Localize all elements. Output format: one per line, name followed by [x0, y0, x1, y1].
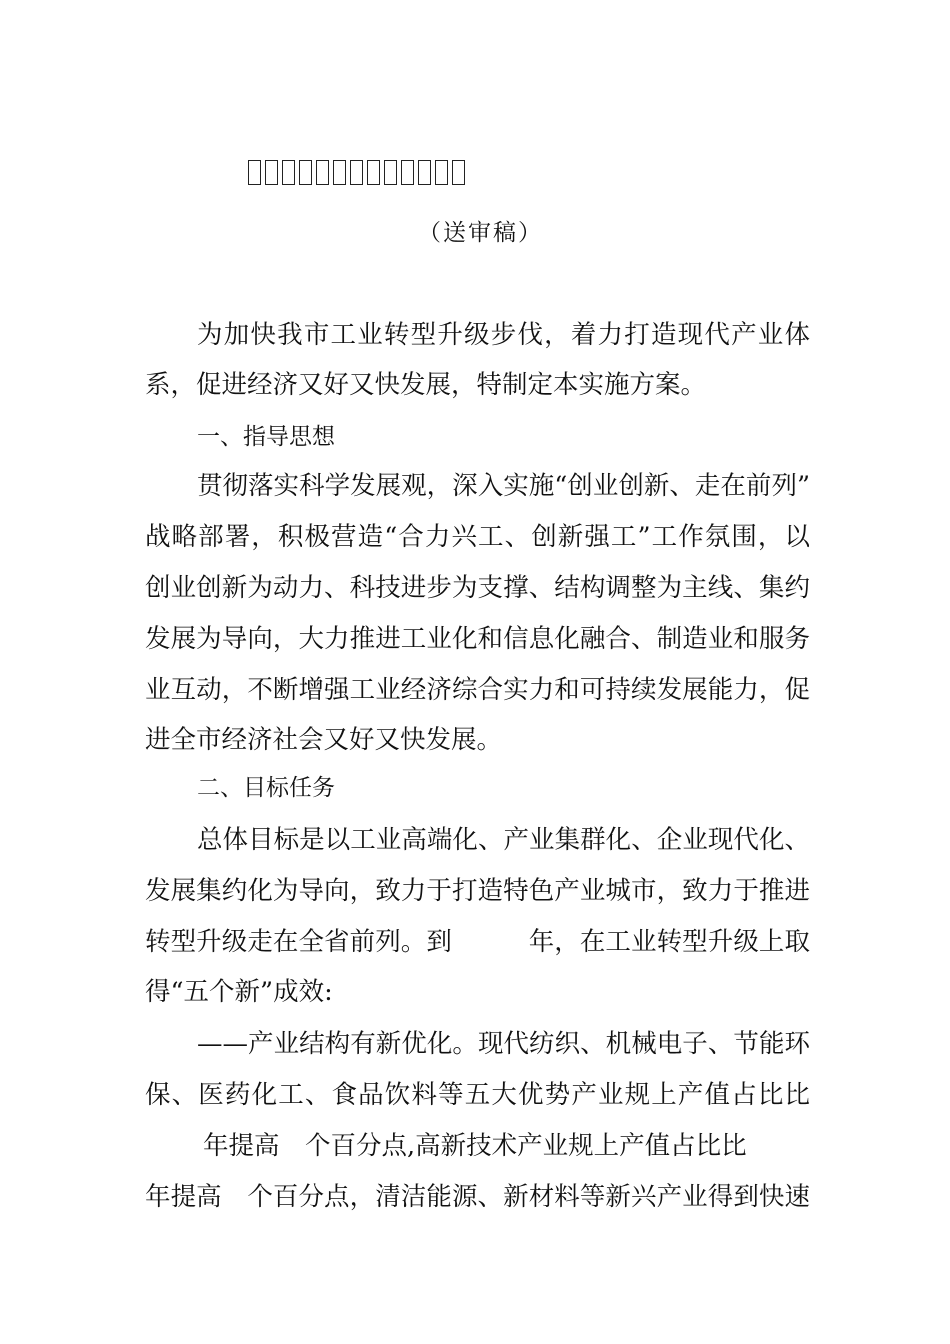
paragraph-line: 年提高 个百分点,高新技术产业规上产值占比比	[203, 1131, 747, 1161]
missing-glyph-box	[367, 160, 380, 185]
paragraph-line: 系，促进经济又好又快发展，特制定本实施方案。	[145, 370, 707, 400]
paragraph-line: 业互动，不断增强工业经济综合实力和可持续发展能力，促	[145, 675, 810, 705]
missing-glyph-box	[299, 160, 312, 185]
paragraph-line: 得“五个新”成效:	[145, 977, 333, 1007]
section-heading: 一、指导思想	[197, 424, 335, 450]
paragraph-line: 总体目标是以工业高端化、产业集群化、企业现代化、	[197, 825, 810, 855]
paragraph-line: 为加快我市工业转型升级步伐，着力打造现代产业体	[197, 320, 810, 350]
paragraph-line: 发展为导向，大力推进工业化和信息化融合、制造业和服务	[145, 624, 810, 654]
paragraph-line: 贯彻落实科学发展观，深入实施“创业创新、走在前列”	[197, 471, 810, 501]
missing-glyph-box	[452, 160, 465, 185]
section-heading: 二、目标任务	[197, 775, 335, 801]
document-title	[248, 160, 465, 188]
missing-glyph-box	[350, 160, 363, 185]
missing-glyph-box	[401, 160, 414, 185]
paragraph-line: 保、医药化工、食品饮料等五大优势产业规上产值占比比	[145, 1080, 810, 1110]
missing-glyph-box	[265, 160, 278, 185]
document-subtitle: （送审稿）	[418, 220, 543, 246]
missing-glyph-box	[384, 160, 397, 185]
paragraph-line: 进全市经济社会又好又快发展。	[145, 725, 503, 755]
paragraph-line: 年提高 个百分点，清洁能源、新材料等新兴产业得到快速	[145, 1182, 810, 1212]
paragraph-line: 发展集约化为导向，致力于打造特色产业城市，致力于推进	[145, 876, 810, 906]
missing-glyph-box	[333, 160, 346, 185]
missing-glyph-box	[418, 160, 431, 185]
missing-glyph-box	[282, 160, 295, 185]
missing-glyph-box	[316, 160, 329, 185]
paragraph-line: 创业创新为动力、科技进步为支撑、结构调整为主线、集约	[145, 573, 810, 603]
missing-glyph-box	[248, 160, 261, 185]
paragraph-line: 战略部署，积极营造“合力兴工、创新强工”工作氛围，以	[145, 522, 810, 552]
paragraph-line: ——产业结构有新优化。现代纺织、机械电子、节能环	[197, 1029, 810, 1059]
missing-glyph-box	[435, 160, 448, 185]
paragraph-line: 转型升级走在全省前列。到 年，在工业转型升级上取	[145, 927, 810, 957]
